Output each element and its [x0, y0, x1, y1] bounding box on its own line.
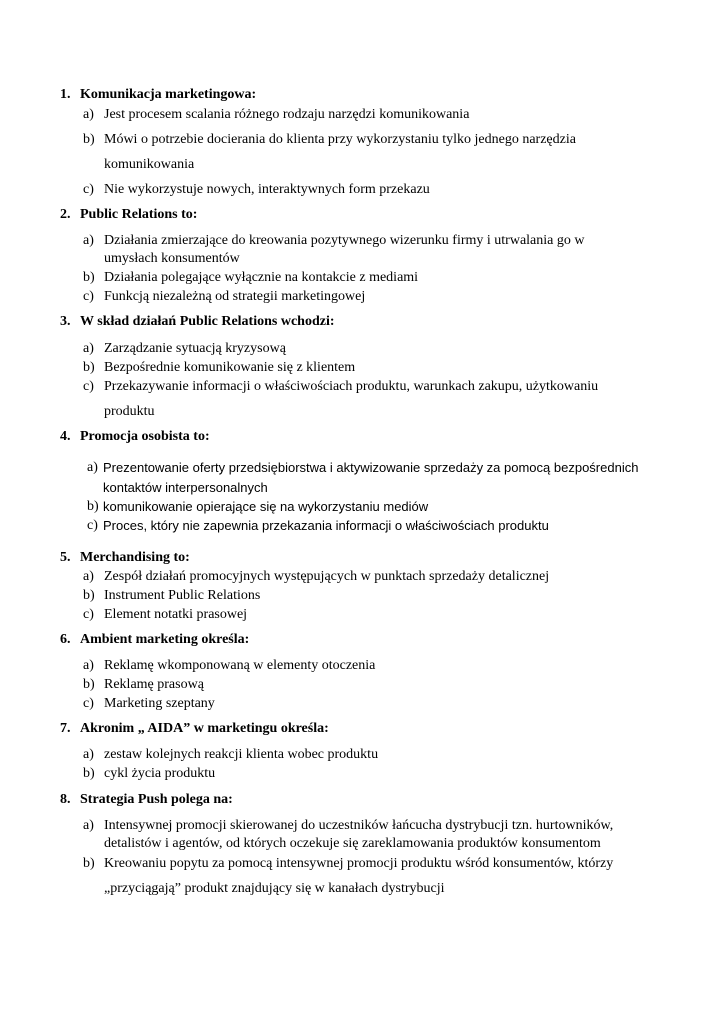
- question-title: Promocja osobista to:: [80, 429, 210, 444]
- answer-text: „przyciągają” produkt znajdujący się w kanałach dystrybucji: [104, 881, 445, 896]
- answer-letter: a): [83, 569, 94, 584]
- answer-text: zestaw kolejnych reakcji klienta wobec produktu: [104, 747, 379, 762]
- question-8-heading: [60, 791, 233, 809]
- answer-text: Marketing szeptany: [104, 696, 215, 711]
- answer-text: Zespół działań promocyjnych występujących w punktach sprzedaży detalicznej: [104, 569, 550, 584]
- question-number: 7.: [60, 721, 71, 736]
- question-5-heading: [60, 549, 190, 567]
- answer-text: cykl życia produktu: [104, 766, 216, 781]
- question-number: 2.: [60, 207, 71, 222]
- answer-text: Kreowaniu popytu za pomocą intensywnej promocji produktu wśród konsumentów, którzy: [104, 856, 614, 871]
- answer-text: Reklamę prasową: [104, 677, 204, 692]
- answer-letter: b): [83, 856, 95, 871]
- answer-letter: b): [83, 360, 95, 375]
- question-1-heading: [60, 86, 256, 104]
- question-title: Akronim „ AIDA” w marketingu określa:: [80, 721, 329, 736]
- answer-text: Zarządzanie sytuacją kryzysową: [104, 341, 286, 356]
- answer-text: Instrument Public Relations: [104, 588, 261, 603]
- answer-text: Działania polegające wyłącznie na kontakcie z mediami: [104, 270, 419, 285]
- answer-text: komunikowanie opierające się na wykorzystaniu mediów: [103, 499, 429, 514]
- question-title: Ambient marketing określa:: [80, 632, 250, 647]
- answer-text: Proces, który nie zapewnia przekazania informacji o właściwościach produktu: [103, 518, 549, 533]
- answer-letter: b): [83, 270, 95, 285]
- answer-text: komunikowania: [104, 157, 195, 172]
- answer-letter: c): [87, 518, 98, 533]
- answer-letter: a): [83, 233, 94, 248]
- answer-letter: c): [83, 182, 94, 197]
- question-6-heading: [60, 631, 249, 649]
- answer-letter: a): [83, 658, 94, 673]
- question-number: 3.: [60, 314, 71, 329]
- question-title: Merchandising to:: [80, 550, 190, 565]
- answer-text: Funkcją niezależną od strategii marketingowej: [104, 289, 366, 304]
- answer-letter: a): [83, 747, 94, 762]
- answer-text: Jest procesem scalania różnego rodzaju narzędzi komunikowania: [104, 107, 470, 122]
- question-7-heading: [60, 720, 329, 738]
- question-title: Public Relations to:: [80, 207, 198, 222]
- answer-letter: a): [87, 460, 98, 475]
- answer-letter: a): [83, 107, 94, 122]
- answer-text: Mówi o potrzebie docierania do klienta przy wykorzystaniu tylko jednego narzędzia: [104, 132, 576, 147]
- answer-text: Działania zmierzające do kreowania pozytywnego wizerunku firmy i utrwalania go w: [104, 233, 585, 248]
- answer-letter: c): [83, 696, 94, 711]
- answer-text: umysłach konsumentów: [104, 251, 240, 266]
- question-3-heading: [60, 313, 335, 331]
- answer-letter: c): [83, 607, 94, 622]
- answer-letter: b): [83, 677, 95, 692]
- question-number: 8.: [60, 792, 71, 807]
- question-4-heading: [60, 428, 210, 446]
- answer-text: Element notatki prasowej: [104, 607, 248, 622]
- answer-letter: b): [83, 588, 95, 603]
- question-title: Komunikacja marketingowa:: [80, 87, 257, 102]
- answer-letter: b): [83, 132, 95, 147]
- answer-letter: a): [83, 341, 94, 356]
- answer-text: Reklamę wkomponowaną w elementy otoczenia: [104, 658, 376, 673]
- answer-text: produktu: [104, 404, 155, 419]
- answer-letter: a): [83, 818, 94, 833]
- answer-text: kontaktów interpersonalnych: [103, 480, 268, 495]
- answer-letter: b): [83, 766, 95, 781]
- question-number: 6.: [60, 632, 71, 647]
- answer-text: Prezentowanie oferty przedsiębiorstwa i aktywizowanie sprzedaży za pomocą bezpośrednich: [103, 460, 639, 475]
- question-number: 4.: [60, 429, 71, 444]
- question-title: W skład działań Public Relations wchodzi:: [80, 314, 335, 329]
- question-number: 1.: [60, 87, 71, 102]
- answer-text: Nie wykorzystuje nowych, interaktywnych form przekazu: [104, 182, 430, 197]
- answer-text: Przekazywanie informacji o właściwościach produktu, warunkach zakupu, użytkowaniu: [104, 379, 599, 394]
- answer-text: Bezpośrednie komunikowanie się z klientem: [104, 360, 356, 375]
- answer-letter: b): [87, 499, 99, 514]
- answer-text: detalistów i agentów, od których oczekuje się zareklamowania produktów konsumentom: [104, 836, 601, 851]
- question-2-heading: [60, 206, 197, 224]
- question-title: Strategia Push polega na:: [80, 792, 233, 807]
- answer-text: Intensywnej promocji skierowanej do uczestników łańcucha dystrybucji tzn. hurtowników,: [104, 818, 614, 833]
- answer-letter: c): [83, 289, 94, 304]
- question-number: 5.: [60, 550, 71, 565]
- answer-letter: c): [83, 379, 94, 394]
